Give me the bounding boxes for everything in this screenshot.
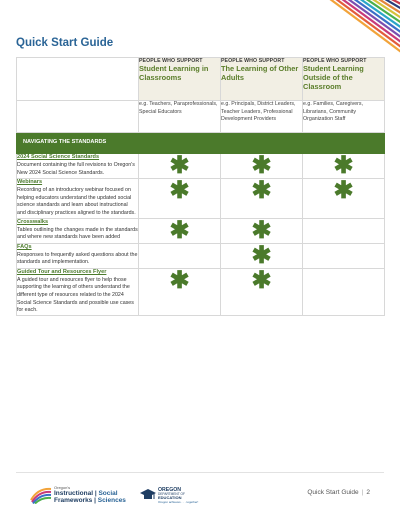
page-title: Quick Start Guide [16,37,114,49]
asterisk-icon: ✱ [169,216,190,244]
column-header-outside-classroom: PEOPLE WHO SUPPORT Student Learning Outside of the Classroom [303,58,385,101]
resource-cell [17,268,139,315]
column-examples: e.g. Principals, District Leaders, Teacher Leaders, Professional Development Providers [221,101,303,133]
logo-text: DEPARTMENT OF [158,492,185,497]
asterisk-icon: ✱ [169,266,190,294]
footer-page-label: Quick Start Guide | 2 [307,489,370,496]
asterisk-icon: ✱ [169,152,190,179]
resource-description: Recording of an introductory webinar focused on helping educators understand the updated social science standards and learn about instructional and disciplinary practices aligned to the standards. [17,187,136,217]
oregon-education-logo [140,485,210,509]
examples-row [17,101,385,133]
instructional-frameworks-logo: Oregon's Instructional | Social Frameworks | Sciences [30,484,135,510]
logo-text: EDUCATION [158,495,182,501]
logo-text: Frameworks [54,496,93,504]
resource-description: Responses to frequently asked questions about the standards and implementation. [17,251,138,266]
resource-description: Document containing the full revisions to Oregon's New 2024 Social Science Standards. [17,162,135,176]
resource-link[interactable]: 2024 Social Science Standards [17,154,100,160]
table-row [17,154,385,179]
asterisk-icon: ✱ [251,177,272,204]
logo-text: Social [98,490,118,497]
footer-divider [16,472,384,473]
logo-text: Instructional [54,490,94,497]
resource-link[interactable]: Guided Tour and Resources Flyer [17,268,107,275]
logo-text: OREGON [158,487,182,493]
table-row [17,268,385,315]
resource-cell [17,218,139,243]
asterisk-icon: ✱ [251,266,272,294]
header-row [17,58,385,101]
resource-cell [17,179,139,219]
asterisk-icon: ✱ [251,152,272,179]
section-title: NAVIGATING THE STANDARDS [17,133,385,154]
audience-resource-table [16,57,385,316]
graduation-cap-icon [140,487,156,503]
logo-text: Sciences [97,496,126,504]
asterisk-icon: ✱ [251,241,272,269]
swoosh-icon [30,486,52,504]
column-header-other-adults: PEOPLE WHO SUPPORT The Learning of Other Adults [221,58,303,101]
resource-description: A guided tour and resources flyer to help those supporting the learning of others understand the different type of resources related to the 2024 Social Science Standards and possible use cases for each. [17,276,134,314]
page-number: 2 [366,489,370,496]
resource-description: Tables outlining the changes made in the standards and where new standards have been added [17,226,138,241]
table-row [17,218,385,243]
table-row [17,179,385,219]
logo-small-text: Oregon's [54,485,71,490]
table-row [17,243,385,268]
resource-cell [17,243,139,268]
asterisk-icon: ✱ [251,216,272,244]
resource-link[interactable]: Webinars [17,179,43,185]
asterisk-icon: ✱ [169,177,190,204]
column-header-classrooms: PEOPLE WHO SUPPORT Student Learning in Classrooms [139,58,221,101]
resource-link[interactable]: Crosswalks [17,218,49,225]
resource-link[interactable]: FAQs [17,243,32,250]
resource-cell [17,154,139,179]
section-header-row [17,133,385,154]
asterisk-icon: ✱ [333,152,354,179]
column-examples: e.g. Families, Caregivers, Librarians, Community Organization Staff [303,101,385,133]
footer-doc-label: Quick Start Guide [307,489,359,496]
asterisk-icon: ✱ [333,177,354,204]
logo-tagline: Oregon achieves . . . together! [158,500,199,505]
column-examples: e.g. Teachers, Paraprofessionals, Special Educators [139,101,221,133]
